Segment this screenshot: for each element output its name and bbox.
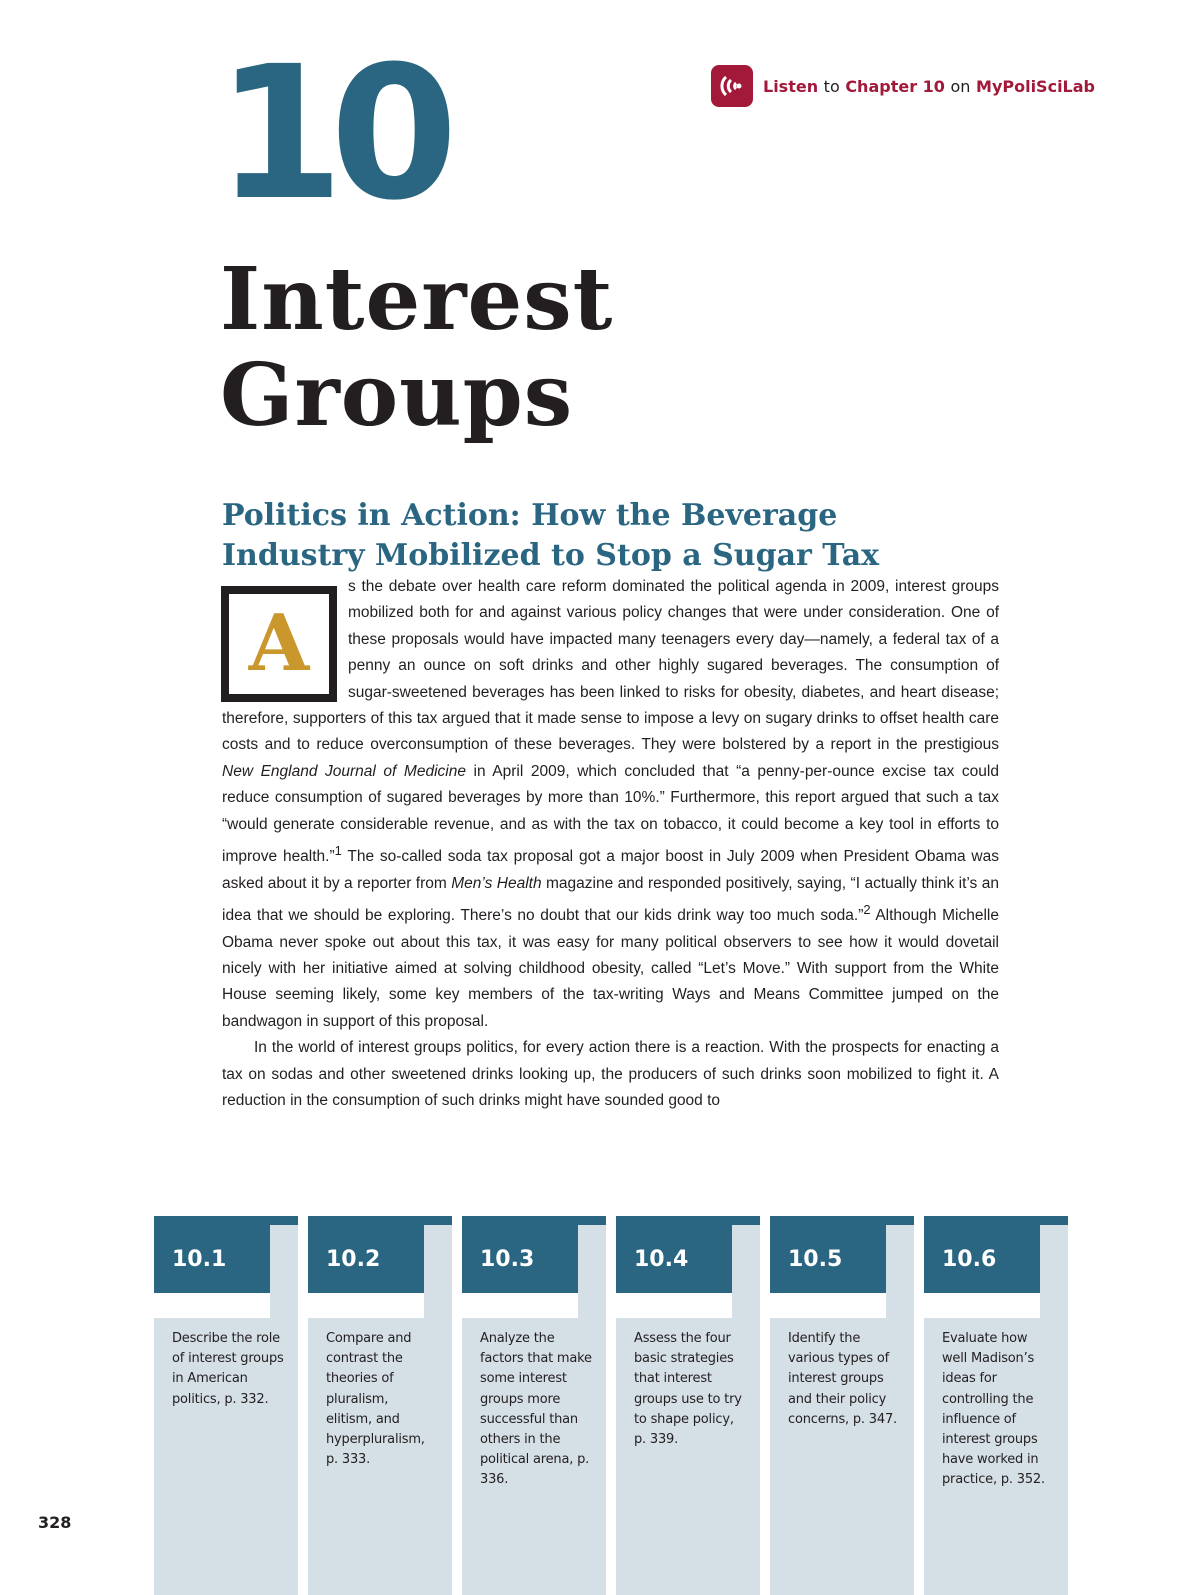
body-text [222,574,999,1114]
drop-cap: A [221,586,337,702]
section-heading-line-2: Industry Mobilized to Stop a Sugar Tax [222,538,880,573]
paragraph-2: In the world of interest groups politics, for every action there is a reaction. With the prospects for enacting a tax on sodas and other sweetened drinks looking up, the producers of such drinks soon mobilized to fight it. A reduction in the consumption of such drinks might have sounded good to [222,1039,999,1110]
chapter-title-line-1: Interest [220,249,614,350]
mypoliscilab-link[interactable] [711,66,1095,106]
objective-text: Evaluate how well Madison’s ideas for controlling the influence of interest groups have worked in practice, p. 352. [942,1331,1045,1488]
page-number: 328 [38,1513,72,1532]
objective-text: Compare and contrast the theories of pluralism, elitism, and hyperpluralism, p. 333. [326,1331,425,1468]
objective-number: 10.4 [616,1225,732,1293]
objective-number: 10.3 [462,1225,578,1293]
chapter-title-line-2: Groups [220,345,574,446]
chapter-title [220,249,614,446]
objective-text: Assess the four basic strategies that interest groups use to try to shape policy, p. 339. [634,1331,742,1448]
footnote-2[interactable]: 2 [863,902,871,918]
objective-number: 10.2 [308,1225,424,1293]
site-label: MyPoliSciLab [976,76,1095,96]
footnote-1[interactable]: 1 [334,843,342,859]
listen-label: Listen [763,76,819,96]
p1-part-2: in April 2009, which concluded that “a penny-per-ounce excise tax could reduce consumption of sugared beverages by more than 10%.” Furthermore, this report argued that such a tax “would generate considerable revenue, and as with the tax on tobacco, it could become a key tool in efforts to improve health.” [222,762,999,866]
objective-text: Analyze the factors that make some interest groups more successful than others in the political arena, p. 336. [480,1331,592,1488]
section-heading [222,496,982,576]
paragraph-1 [222,574,999,1035]
objective-text: Identify the various types of interest groups and their policy concerns, p. 347. [788,1331,897,1427]
section-heading-line-1: Politics in Action: How the Beverage [222,498,838,533]
objective-card[interactable] [924,1216,1068,1595]
audio-icon [711,65,753,107]
objective-card[interactable] [770,1216,914,1595]
objective-card[interactable] [308,1216,452,1595]
p1-part-5: Although Michelle Obama never spoke out about this tax, it was easy for many political observers to see how it would dovetail nicely with her initiative aimed at solving childhood obesity, called “Let’s Move.” With support from the White House seeming likely, some key members of the tax-writing Ways and Means Committee jumped on the bandwagon in support of this proposal. [222,907,999,1030]
journal-title: New England Journal of Medicine [222,762,466,780]
objective-card[interactable] [616,1216,760,1595]
p1-part-4: magazine and responded positively, saying, “I actually think it’s an idea that we should be exploring. There’s no doubt that our kids drink way too much soda.” [222,874,999,925]
chapter-number: 10 [216,27,445,241]
objective-number: 10.5 [770,1225,886,1293]
p1-part-1: s the debate over health care reform dominated the political agenda in 2009, interest groups mobilized both for and against various policy changes that were under consideration. One of these proposals would have impacted many teenagers every day—namely, a federal tax of a penny an ounce on soft drinks and other highly sugared beverages. The consumption of sugar-sweetened beverages has been linked to risks for obesity, diabetes, and heart disease; therefore, supporters of this tax argued that it made sense to impose a levy on sugary drinks to offset health care costs and to reduce overconsumption of these beverages. They were bolstered by a report in the prestigious [222,578,999,754]
objective-number: 10.6 [924,1225,1040,1293]
chapter-label: Chapter 10 [845,76,945,96]
objective-card[interactable] [154,1216,298,1595]
magazine-title: Men’s Health [451,874,542,892]
learning-objectives [154,1216,1068,1595]
to-label: to [823,76,840,96]
p1-part-3: The so-called soda tax proposal got a major boost in July 2009 when President Obama was asked about it by a reporter from [222,848,999,892]
on-label: on [950,76,971,96]
objective-card[interactable] [462,1216,606,1595]
objective-text: Describe the role of interest groups in American politics, p. 332. [172,1331,284,1407]
objective-number: 10.1 [154,1225,270,1293]
